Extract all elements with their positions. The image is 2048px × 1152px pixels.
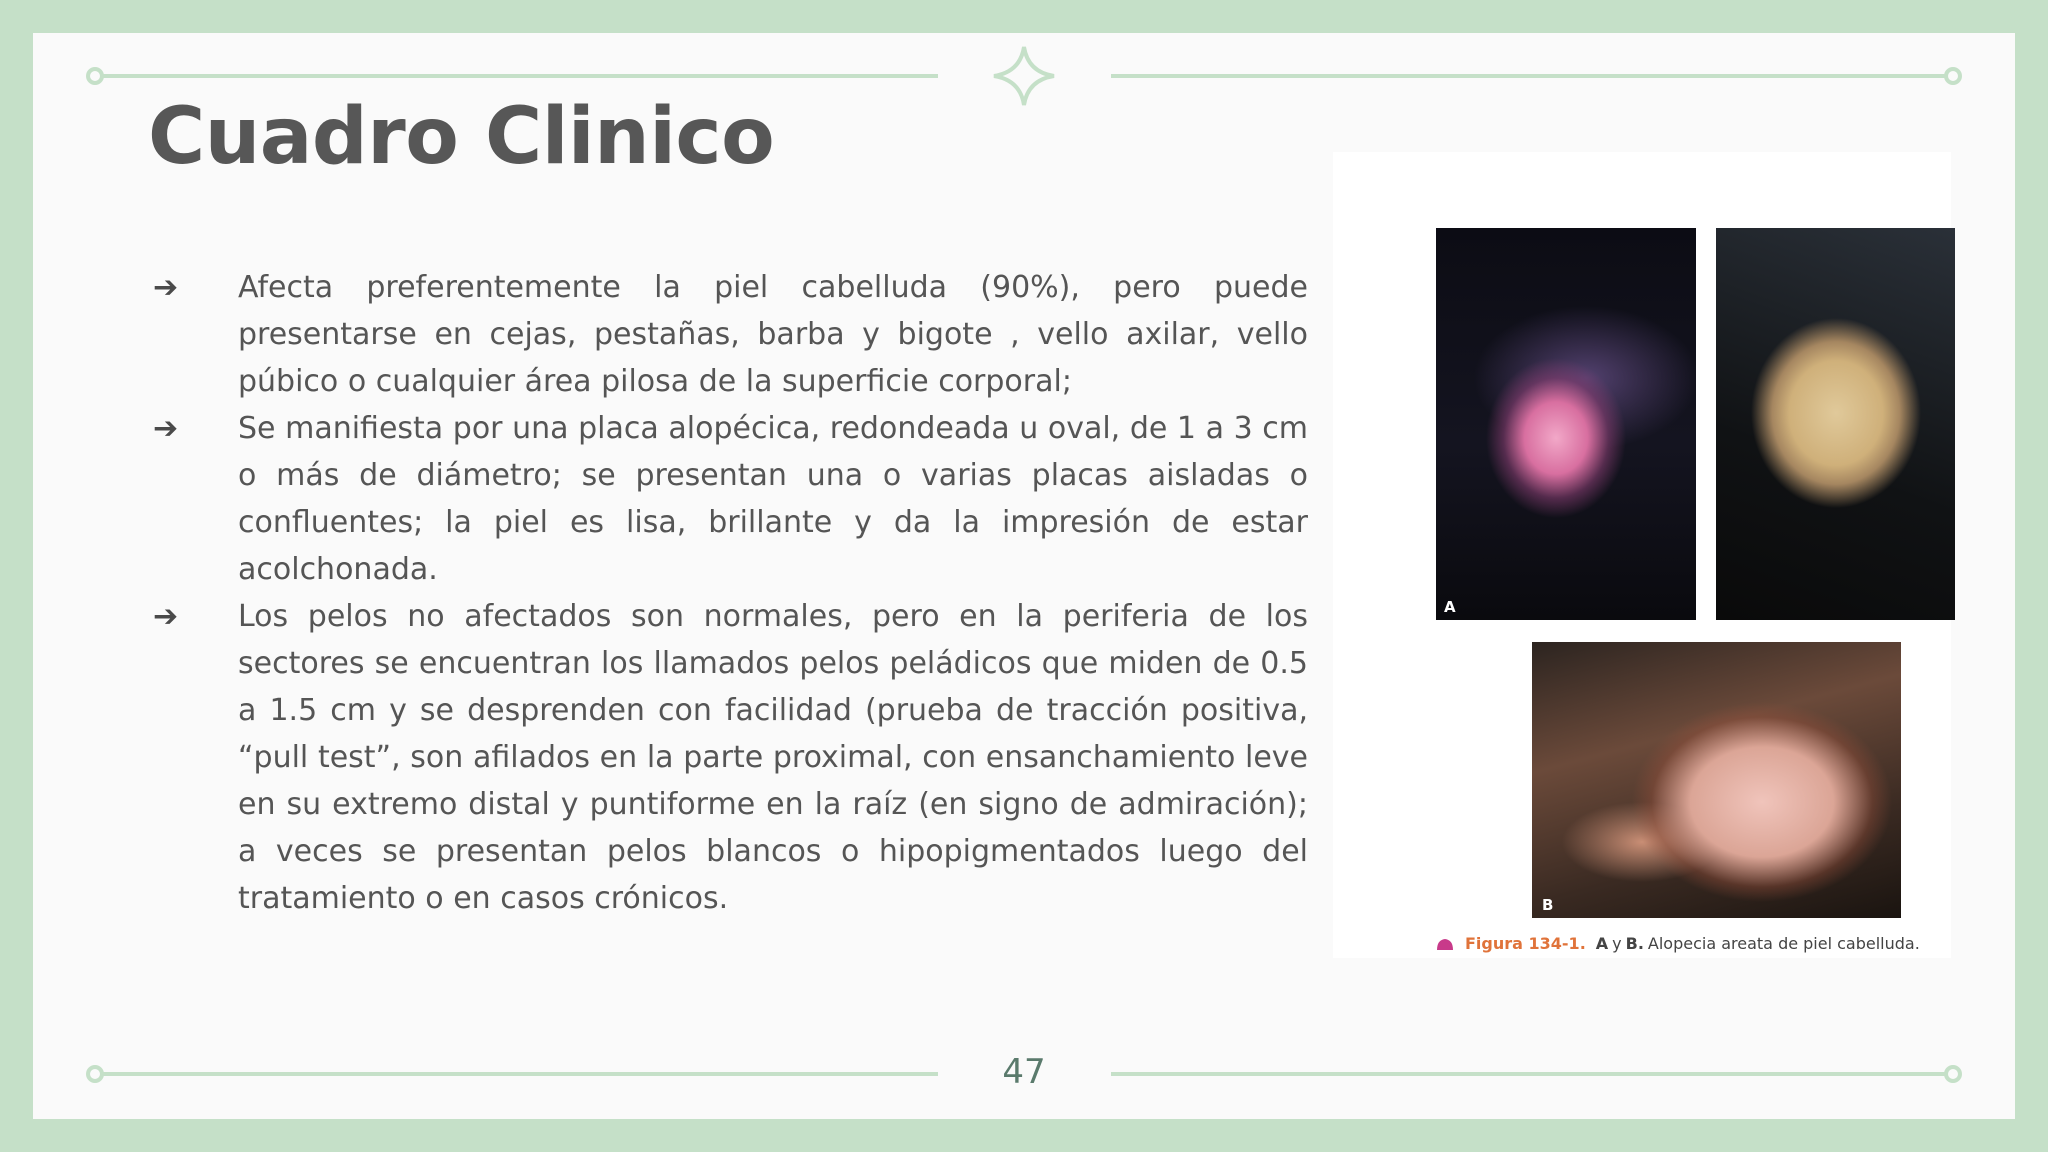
slide-title: Cuadro Clinico bbox=[148, 92, 775, 182]
bullet-text: Los pelos no afectados son normales, pero en la periferia de los sectores se encuentran los llamados pelos peládicos que miden de 0.5 a 1.5 cm y se desprenden con facilidad (prueba de tracción positiva, “pull test”, son afilados en la parte proximal, con ensanchamiento leve en su extremo distal y puntiforme en la raíz (en signo de admiración); a veces se presentan pelos blancos o hipopigmentados luego del tratamiento o en casos crónicos. bbox=[238, 599, 1308, 916]
clinical-photo-a bbox=[1436, 228, 1696, 620]
sparkle-icon bbox=[994, 47, 1054, 105]
bullet-text: Afecta preferentemente la piel cabelluda (90%), pero puede presentarse en cejas, pestañas, barba y bigote , vello axilar, vello púbico o cualquier área pilosa de la superficie corporal; bbox=[238, 270, 1308, 399]
figure-caption bbox=[1435, 934, 1920, 953]
arrow-icon: ➔ bbox=[153, 270, 179, 305]
page-number: 47 bbox=[1002, 1052, 1046, 1092]
arrow-icon: ➔ bbox=[153, 411, 179, 446]
clinical-photo-a-right bbox=[1716, 228, 1955, 620]
bullet-list bbox=[153, 264, 1308, 922]
caption-text: Alopecia areata de piel cabelluda. bbox=[1647, 934, 1920, 953]
caption-figure-number: Figura 134-1. bbox=[1465, 934, 1586, 953]
photo-label-a: A bbox=[1444, 598, 1456, 616]
bullet-item bbox=[153, 593, 1308, 922]
caption-label-a: A bbox=[1595, 934, 1609, 953]
bullet-item bbox=[153, 405, 1308, 593]
warning-icon bbox=[1435, 936, 1455, 952]
photo-label-b: B bbox=[1542, 896, 1554, 914]
bullet-item bbox=[153, 264, 1308, 405]
clinical-photo-b bbox=[1532, 642, 1901, 918]
bullet-text: Se manifiesta por una placa alopécica, redondeada u oval, de 1 a 3 cm o más de diámetro; se presentan una o varias placas aisladas o confluentes; la piel es lisa, brillante y da la impresión de estar acolchonada. bbox=[238, 411, 1308, 587]
caption-label-b: B. bbox=[1625, 934, 1644, 953]
caption-connector: y bbox=[1612, 934, 1622, 953]
arrow-icon: ➔ bbox=[153, 599, 179, 634]
